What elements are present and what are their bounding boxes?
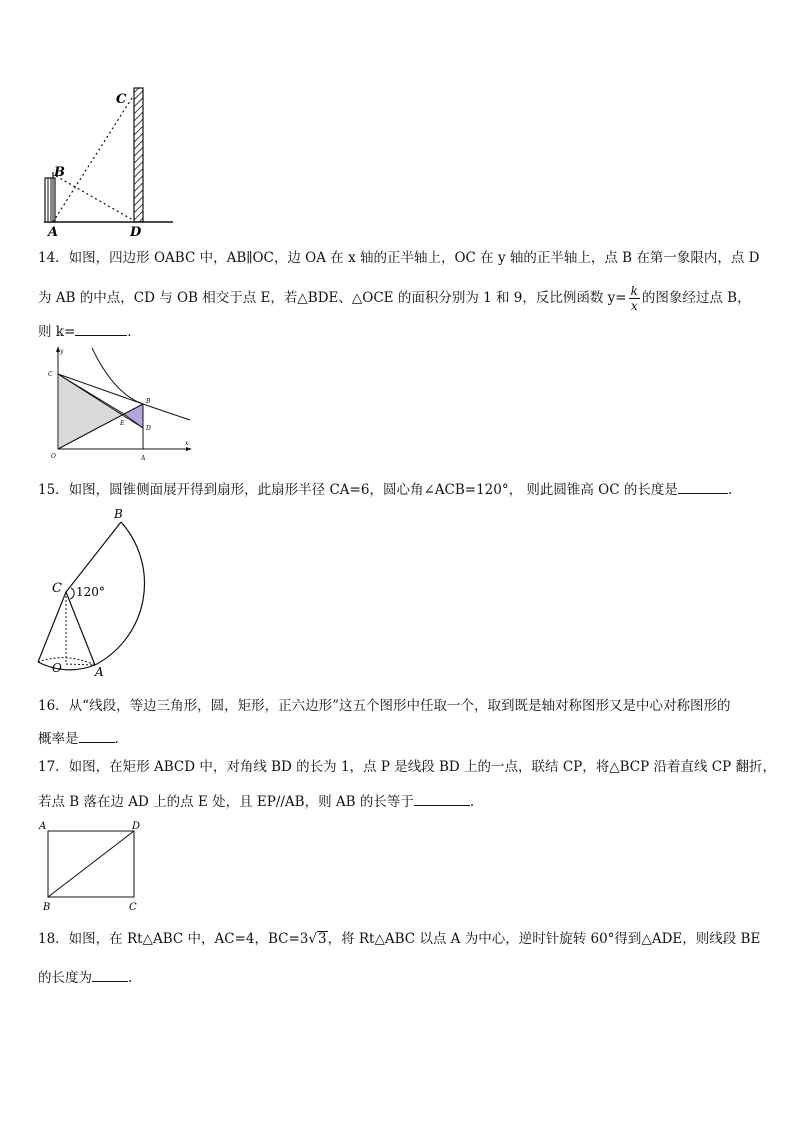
triangle-bde: [124, 404, 143, 428]
sqrt-radicand: 3: [317, 931, 327, 947]
sight-line-bd: [56, 176, 133, 220]
q14-line-1: 14．如图，四边形 OABC 中，AB∥OC，边 OA 在 x 轴的正半轴上，OC 在 y 轴的正半轴上，点 B 在第一象限内，点 D: [38, 250, 760, 266]
angle-mark: [70, 588, 74, 599]
cone-base-front: [38, 662, 95, 670]
q15-text: 15．如图，圆锥侧面展开得到扇形，此扇形半径 CA=6，圆心角∠ACB=120°， 则此圆锥高 OC 的长度是: [38, 482, 678, 498]
label-a: A: [48, 225, 59, 240]
q18-line-1-post: ，将 Rt△ABC 以点 A 为中心，逆时针旋转 60°得到△ADE，则线段 BE: [327, 931, 761, 947]
svg-text:A: A: [95, 665, 104, 679]
svg-text:O: O: [51, 453, 56, 460]
svg-text:C: C: [129, 902, 137, 913]
q17-line-1: 17．如图，在矩形 ABCD 中，对角线 BD 的长为 1，点 P 是线段 BD 上的一点，联结 CP，将△BCP 沿着直线 CP 翻折，: [38, 759, 776, 775]
svg-text:E: E: [120, 420, 125, 427]
figure-13-building-tower: [36, 84, 176, 242]
q17-line-2: [38, 791, 474, 811]
answer-blank-18[interactable]: [92, 967, 128, 982]
svg-text:A: A: [39, 821, 47, 832]
svg-text:y: y: [60, 348, 64, 355]
cone-left-edge: [38, 592, 66, 662]
radius-ca: [66, 592, 95, 665]
svg-text:B: B: [43, 902, 51, 913]
fraction-denominator: x: [630, 299, 638, 313]
label-b: B: [54, 165, 65, 180]
sight-line-ac: [53, 98, 132, 222]
q16-line-1: 16．从“线段，等边三角形，圆，矩形，正六边形”这五个图形中任取一个，取到既是轴对称图形又是中心对称图形的: [38, 698, 731, 714]
q15-line-1: [38, 479, 732, 499]
q14-line-3-post: .: [127, 324, 132, 340]
q18-line-1-pre: 18．如图，在 Rt△ABC 中，AC=4，BC=3: [38, 931, 309, 947]
fraction-numerator: k: [630, 284, 638, 298]
svg-text:D: D: [146, 425, 151, 432]
svg-text:x: x: [185, 440, 189, 447]
q18-line-2-post: .: [128, 970, 133, 986]
figure-15-cone-sector: [28, 504, 178, 684]
base-radius: [66, 664, 95, 665]
q16-line-2: [38, 728, 119, 748]
svg-text:B: B: [114, 507, 123, 521]
q15-text-post: .: [727, 482, 733, 498]
svg-text:O: O: [52, 661, 62, 675]
answer-blank-17[interactable]: [414, 791, 470, 806]
diagonal-bd: [48, 831, 134, 897]
fraction-k-over-x: [629, 284, 640, 313]
svg-text:C: C: [48, 371, 53, 378]
q14-line-3: [38, 321, 132, 341]
figure-14-coordinate-graph: [44, 344, 194, 464]
q16-line-2-post: .: [114, 731, 119, 747]
label-c: C: [116, 92, 127, 107]
q17-line-2-post: .: [469, 794, 475, 810]
answer-blank-16[interactable]: [79, 728, 115, 743]
q18-line-1: [38, 930, 760, 948]
q14-line-2-post: 的图象经过点 B，: [641, 290, 751, 306]
q14-line-2-pre: 为 AB 的中点，CD 与 OB 相交于点 E，若△BDE、△OCE 的面积分别为 1 和 9，反比例函数 y=: [38, 290, 627, 306]
answer-blank-14[interactable]: [75, 321, 127, 336]
tower-cd: [134, 88, 143, 222]
q18-line-2-pre: 的长度为: [38, 970, 92, 986]
q18-line-2: [38, 967, 132, 987]
svg-text:D: D: [132, 821, 141, 832]
svg-text:B: B: [146, 398, 151, 405]
answer-blank-15[interactable]: [678, 479, 728, 494]
figure-17-rectangle: [36, 816, 148, 914]
svg-text:A: A: [141, 455, 146, 462]
svg-text:C: C: [52, 581, 62, 596]
q17-line-2-pre: 若点 B 落在边 AD 上的点 E 处，且 EP//AB，则 AB 的长等于: [38, 794, 414, 810]
q14-line-2: [38, 284, 751, 313]
svg-text:120°: 120°: [76, 585, 105, 599]
sqrt-symbol: √: [308, 931, 317, 947]
q14-line-3-pre: 则 k=: [38, 324, 76, 340]
q16-line-2-pre: 概率是: [38, 731, 79, 747]
label-d: D: [130, 225, 142, 240]
radius-cb: [66, 522, 121, 592]
